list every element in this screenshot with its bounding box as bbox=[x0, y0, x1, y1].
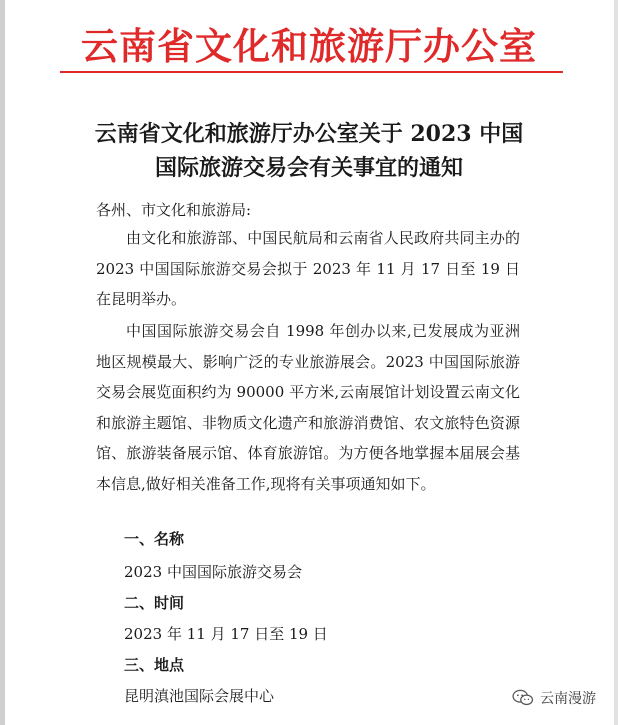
wechat-icon bbox=[512, 689, 534, 707]
section-body-name: 2023 中国国际旅游交易会 bbox=[124, 563, 302, 581]
watermark-label: 云南漫游 bbox=[540, 691, 596, 707]
section-body-time: 2023 年 11 月 17 日至 19 日 bbox=[124, 625, 328, 643]
paragraph-1: 由文化和旅游部、中国民航局和云南省人民政府共同主办的 2023 中国国际旅游交易会拟于 2023 年 11 月 17 日至 19 日在昆明举办。 bbox=[96, 229, 520, 308]
section-heading-name: 一、名称 bbox=[124, 530, 185, 548]
section-heading-location: 三、地点 bbox=[124, 656, 185, 674]
section-body-location: 昆明滇池国际会展中心 bbox=[124, 687, 275, 705]
watermark bbox=[512, 688, 596, 708]
document-title-line-1: 云南省文化和旅游厅办公室关于 2023 中国 bbox=[94, 121, 524, 147]
section-heading-time: 二、时间 bbox=[124, 594, 185, 612]
salutation: 各州、市文化和旅游局: bbox=[96, 201, 252, 219]
paragraph-2: 中国国际旅游交易会自 1998 年创办以来,已发展成为亚洲地区规模最大、影响广泛的专业旅游展会。2023 中国国际旅游交易会展览面积约为 90000 平方米,云南展馆计划设置云南文化和旅游主题馆、非物质文化遗产和旅游消费馆、农文旅特色资源馆、旅游装备展示馆、体育旅游馆。为方便各地掌握本届展会基本信息,做好相关准备工作,现将有关事项通知如下。 bbox=[96, 322, 520, 493]
scan-edge-right bbox=[614, 0, 618, 725]
letterhead-divider bbox=[60, 71, 563, 73]
scan-edge-left bbox=[0, 0, 5, 725]
document-title-line-2: 国际旅游交易会有关事宜的通知 bbox=[154, 155, 463, 181]
letterhead-title: 云南省文化和旅游厅办公室 bbox=[81, 24, 537, 68]
